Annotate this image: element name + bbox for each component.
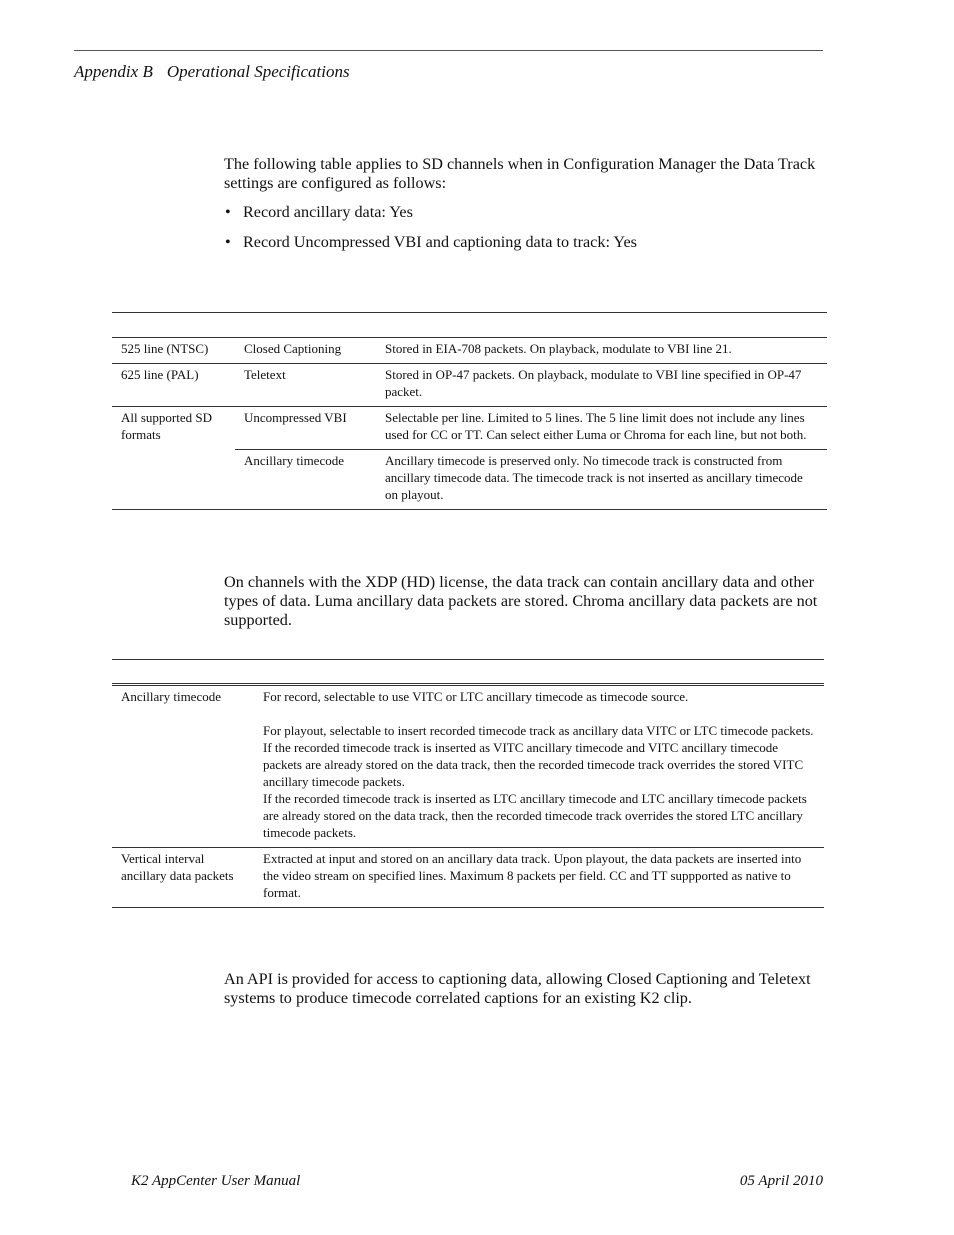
table-row	[112, 407, 827, 450]
format-cell: All supported SD formats	[112, 407, 235, 450]
type-cell: Uncompressed VBI	[235, 407, 376, 450]
format-cell	[112, 450, 235, 510]
sd-data-track-table	[112, 337, 827, 510]
list-item: • Record ancillary data: Yes	[224, 203, 824, 222]
page-header	[74, 62, 350, 82]
description-cell	[254, 686, 824, 848]
type-cell: Ancillary timecode	[235, 450, 376, 510]
description-text: If the recorded timecode track is inserted as VITC ancillary timecode and VITC ancillary timecode packets are already stored on the data track, then the recorded timecode track overrides the stored VITC ancillary timecode packets.	[263, 740, 804, 789]
list-item: • Record Uncompressed VBI and captioning data to track: Yes	[224, 233, 824, 252]
type-cell: Closed Captioning	[244, 341, 342, 356]
intro-paragraph: The following table applies to SD channels when in Configuration Manager the Data Track settings are configured as follows:	[224, 155, 816, 192]
header-rule	[74, 50, 823, 51]
table-row	[112, 686, 824, 848]
table-row	[112, 450, 827, 510]
format-cell: 525 line (NTSC)	[121, 341, 209, 356]
type-cell: Teletext	[235, 364, 376, 407]
type-cell: Ancillary timecode	[121, 689, 221, 704]
table-row	[112, 848, 824, 908]
description-cell: Selectable per line. Limited to 5 lines. The 5 line limit does not include any lines used for CC or TT. Can select either Luma or Chroma for each line, but not both.	[376, 407, 827, 450]
hd-paragraph: On channels with the XDP (HD) license, the data track can contain ancillary data and other types of data. Luma ancillary data packets are stored. Chroma ancillary data packets are not supported.	[224, 573, 818, 629]
format-cell: 625 line (PAL)	[112, 364, 235, 407]
description-text: If the recorded timecode track is inserted as LTC ancillary timecode and LTC ancillary timecode packets are already stored on the data track, then the recorded timecode track overrides the stored LTC ancillary timecode packets.	[263, 791, 807, 840]
description-cell: Stored in EIA-708 packets. On playback, modulate to VBI line 21.	[385, 341, 732, 356]
description-cell: Stored in OP-47 packets. On playback, modulate to VBI line specified in OP-47 packet.	[376, 364, 827, 407]
section-title: Operational Specifications	[166, 62, 350, 81]
table-title-rule	[112, 312, 827, 313]
description-text: For record, selectable to use VITC or LTC ancillary timecode as timecode source.	[263, 689, 689, 704]
type-cell: Vertical interval ancillary data packets	[112, 848, 254, 908]
footer-manual-title: K2 AppCenter User Manual	[131, 1173, 301, 1189]
settings-list	[224, 203, 824, 263]
description-text: For playout, selectable to insert recorded timecode track as ancillary data VITC or LTC timecode packets.	[263, 723, 814, 738]
table-row	[112, 338, 827, 364]
appendix-label: Appendix B	[74, 62, 153, 81]
table-header-rule	[112, 683, 824, 684]
description-cell: Ancillary timecode is preserved only. No timecode track is constructed from ancillary timecode data. The timecode track is not inserted as ancillary timecode on playout.	[376, 450, 827, 510]
table-title-rule	[112, 659, 824, 660]
table-row	[112, 364, 827, 407]
hd-data-track-table	[112, 685, 824, 908]
description-cell: Extracted at input and stored on an ancillary data track. Upon playout, the data packets are inserted into the video stream on specified lines. Maximum 8 packets per field. CC and TT suppported as native to format.	[254, 848, 824, 908]
api-paragraph: An API is provided for access to captioning data, allowing Closed Captioning and Teletext systems to produce timecode correlated captions for an existing K2 clip.	[224, 970, 811, 1007]
footer-date: 05 April 2010	[739, 1173, 823, 1189]
